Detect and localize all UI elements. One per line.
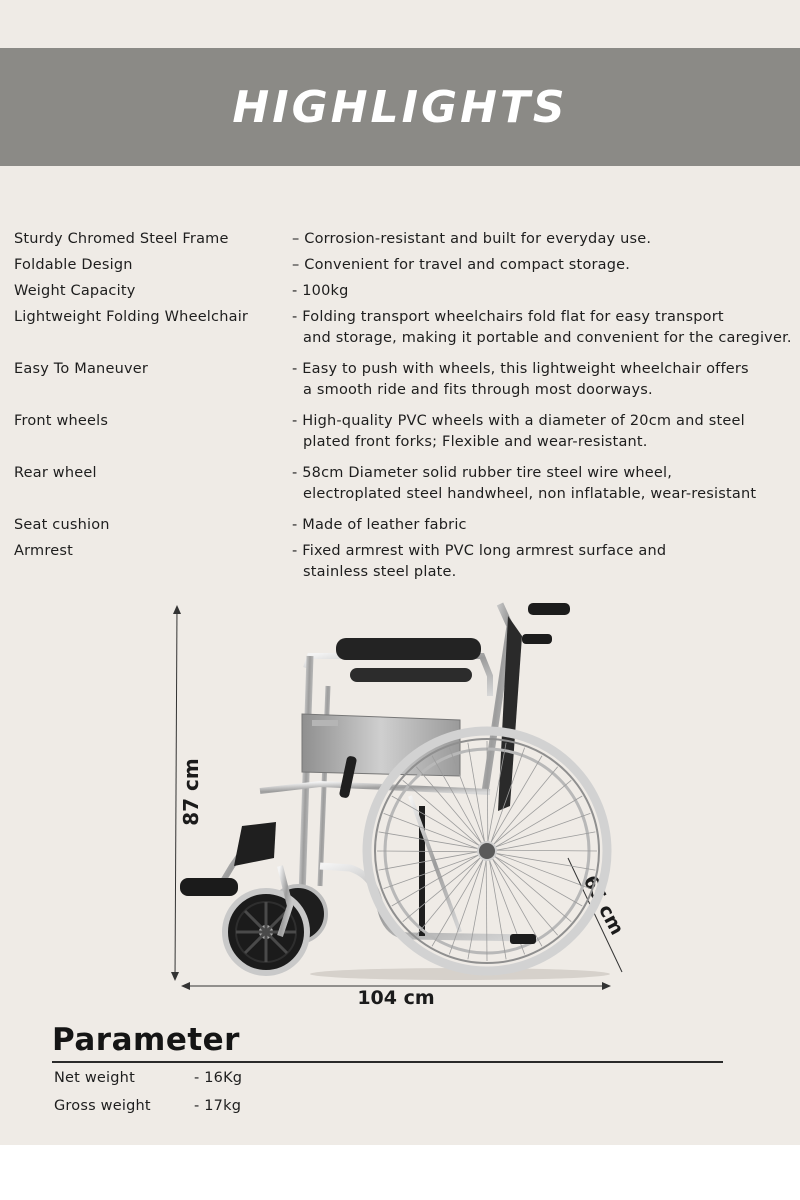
highlight-label: Lightweight Folding Wheelchair [14, 309, 249, 325]
parameter-divider [52, 1061, 723, 1063]
height-dimension-line [175, 606, 177, 980]
highlight-line: - Made of leather fabric [292, 517, 467, 533]
calf-strap [234, 822, 276, 866]
highlight-label: Sturdy Chromed Steel Frame [14, 231, 229, 247]
front-frame-tube [302, 656, 310, 896]
highlight-label: Easy To Maneuver [14, 361, 149, 377]
highlight-value [292, 515, 792, 536]
highlight-label: Foldable Design [14, 257, 133, 273]
depth-dimension [568, 858, 628, 972]
arrowhead-icon [602, 982, 611, 990]
highlight-value [292, 307, 792, 348]
highlight-line: - High-quality PVC wheels with a diameter of 20cm and steel [292, 413, 745, 429]
arrowhead-icon [181, 982, 190, 990]
highlight-label: Rear wheel [14, 465, 97, 481]
highlight-line: – Corrosion-resistant and built for everyday use. [292, 231, 652, 247]
height-dimension [171, 605, 203, 981]
lower-frame-tube [260, 784, 490, 792]
parameter-heading: Parameter [52, 1022, 240, 1058]
highlight-value [292, 359, 792, 400]
highlight-value [292, 229, 792, 250]
highlight-line: - 100kg [292, 283, 349, 299]
push-handle [528, 603, 570, 615]
spoke [495, 853, 596, 870]
spoke [490, 756, 542, 844]
spoke [486, 859, 487, 961]
highlight-line: electroplated steel handwheel, non inflatable, wear-resistant [303, 485, 757, 502]
rear-wheel-hub [478, 842, 496, 860]
spoke [379, 852, 479, 871]
highlight-line: - Folding transport wheelchairs fold flat for easy transport [292, 309, 724, 325]
depth-label: 65 cm [578, 871, 629, 939]
highlight-label: Weight Capacity [14, 283, 136, 299]
spoke [468, 859, 487, 959]
arrowhead-icon [171, 972, 179, 981]
width-dimension [181, 982, 611, 1009]
highlights-banner [0, 48, 800, 166]
spoke [494, 855, 572, 921]
parameter-value: - 17kg [194, 1098, 242, 1114]
spoke [494, 813, 590, 847]
armrest-pad [350, 668, 472, 682]
arrowhead-icon [173, 605, 181, 614]
highlight-line: - Easy to push with wheels, this lightweight wheelchair offers [292, 361, 749, 377]
parameter-value: - 16Kg [194, 1070, 243, 1086]
highlight-label: Armrest [14, 543, 73, 559]
width-label: 104 cm [357, 987, 435, 1009]
highlight-line: stainless steel plate. [303, 563, 457, 580]
height-label: 87 cm [179, 758, 203, 826]
tipping-lever [510, 934, 536, 944]
spoke [403, 857, 482, 922]
highlight-value [292, 463, 792, 504]
highlight-line: and storage, making it portable and convenient for the caregiver. [303, 329, 792, 346]
spoke [416, 767, 482, 845]
highlight-line: - Fixed armrest with PVC long armrest surface and [292, 543, 667, 559]
highlight-line: - 58cm Diameter solid rubber tire steel wire wheel, [292, 465, 673, 481]
parameter-label: Net weight [54, 1070, 135, 1086]
highlight-line: – Convenient for travel and compact storage. [292, 257, 631, 273]
spoke [416, 857, 481, 936]
backrest [498, 616, 522, 811]
highlight-value [292, 411, 792, 452]
highlight-label: Front wheels [14, 413, 109, 429]
highlight-value [292, 541, 792, 582]
footplate [180, 878, 238, 896]
push-handle [522, 634, 552, 644]
banner-title: HIGHLIGHTS [232, 81, 568, 133]
highlight-line: a smooth ride and fits through most doorways. [303, 381, 653, 398]
highlight-value [292, 281, 792, 302]
highlight-value [292, 255, 792, 276]
side-plate-label [312, 720, 338, 726]
spoke [491, 858, 557, 936]
parameter-label: Gross weight [54, 1098, 151, 1114]
wheelchair-figure [160, 596, 640, 1016]
wheelchair-illustration [180, 603, 610, 980]
spoke [377, 851, 479, 852]
spoke [495, 850, 597, 851]
highlight-line: plated front forks; Flexible and wear-resistant. [303, 433, 648, 450]
spoke [489, 859, 506, 960]
spoke [495, 832, 595, 851]
highlight-label: Seat cushion [14, 517, 110, 533]
armrest-pad [336, 638, 481, 660]
